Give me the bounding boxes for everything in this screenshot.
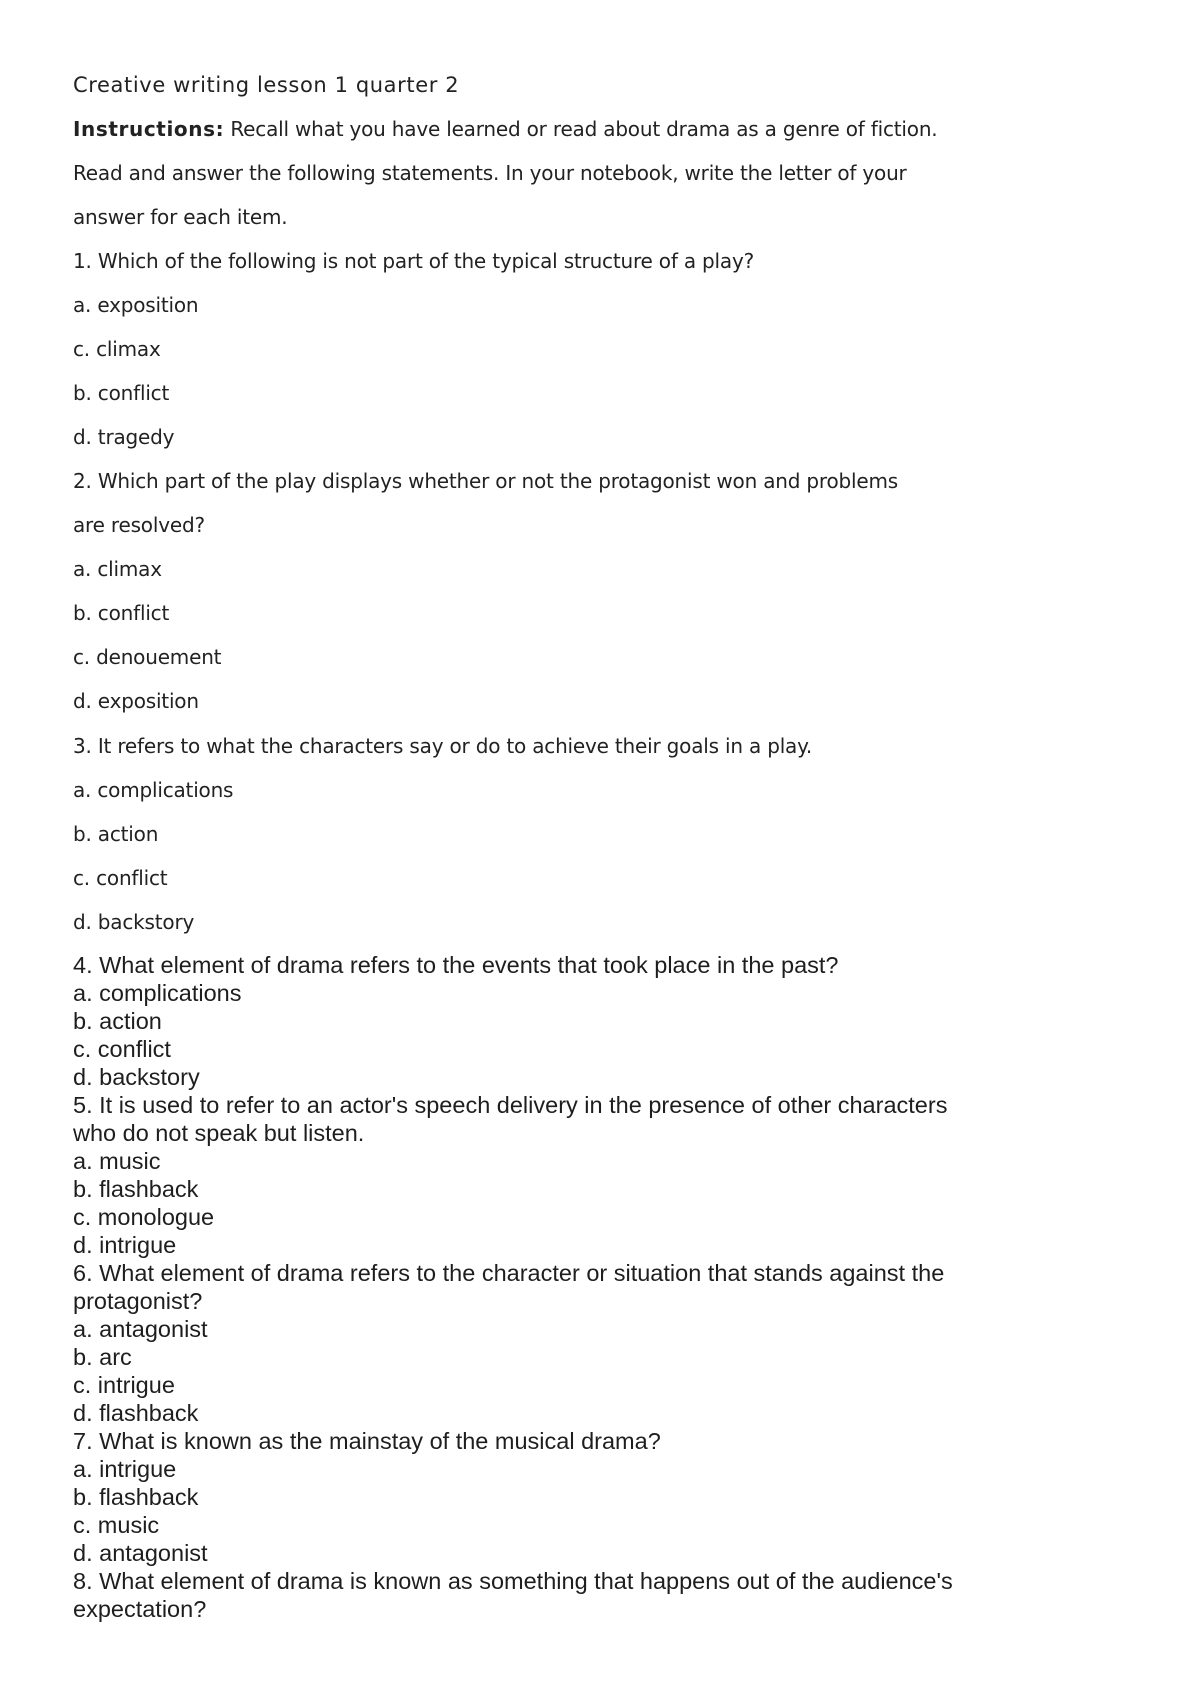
instructions-label: Instructions: [73,117,225,141]
question-4-option: b. action [73,1008,162,1034]
question-5-option: a. music [73,1148,161,1174]
instructions-line-1 [73,117,937,141]
question-3-option: a. complications [73,778,234,802]
question-6-text-cont: protagonist? [73,1288,203,1314]
question-7-option: d. antagonist [73,1540,208,1566]
question-2-option: b. conflict [73,601,170,625]
question-2-option: a. climax [73,557,162,581]
question-5-option: d. intrigue [73,1232,177,1258]
question-2-option: d. exposition [73,689,199,713]
question-3-option: b. action [73,822,159,846]
question-1-option: d. tragedy [73,425,175,449]
question-4-option: d. backstory [73,1064,200,1090]
instructions-line-2: Read and answer the following statements. In your notebook, write the letter of your [73,161,907,185]
question-6-option: a. antagonist [73,1316,208,1342]
question-8-text: 8. What element of drama is known as something that happens out of the audience's [73,1568,953,1594]
question-3-text: 3. It refers to what the characters say or do to achieve their goals in a play. [73,734,813,758]
instructions-text: Recall what you have learned or read about drama as a genre of fiction. [230,117,938,141]
question-2-text-cont: are resolved? [73,513,205,537]
question-5-option: c. monologue [73,1204,215,1230]
question-5-text-cont: who do not speak but listen. [73,1120,365,1146]
question-5-option: b. flashback [73,1176,199,1202]
question-1-option: c. climax [73,337,161,361]
question-4-text: 4. What element of drama refers to the events that took place in the past? [73,952,839,978]
question-4-option: a. complications [73,980,242,1006]
document-title: Creative writing lesson 1 quarter 2 [73,73,460,97]
question-6-option: c. intrigue [73,1372,175,1398]
question-7-option: c. music [73,1512,160,1538]
question-2-option: c. denouement [73,645,222,669]
question-7-option: a. intrigue [73,1456,177,1482]
dense-question-block [73,951,1133,1623]
question-6-option: b. arc [73,1344,132,1370]
question-1-option: a. exposition [73,293,199,317]
question-6-text: 6. What element of drama refers to the character or situation that stands against the [73,1260,945,1286]
instructions-line-3: answer for each item. [73,205,288,229]
question-7-text: 7. What is known as the mainstay of the musical drama? [73,1428,661,1454]
question-8-text-cont: expectation? [73,1596,207,1622]
question-3-option: d. backstory [73,910,195,934]
question-7-option: b. flashback [73,1484,199,1510]
question-5-text: 5. It is used to refer to an actor's speech delivery in the presence of other characters [73,1092,948,1118]
question-1-option: b. conflict [73,381,170,405]
question-3-option: c. conflict [73,866,168,890]
question-6-option: d. flashback [73,1400,199,1426]
question-2-text: 2. Which part of the play displays whether or not the protagonist won and problems [73,469,898,493]
question-1-text: 1. Which of the following is not part of the typical structure of a play? [73,249,755,273]
question-4-option: c. conflict [73,1036,171,1062]
